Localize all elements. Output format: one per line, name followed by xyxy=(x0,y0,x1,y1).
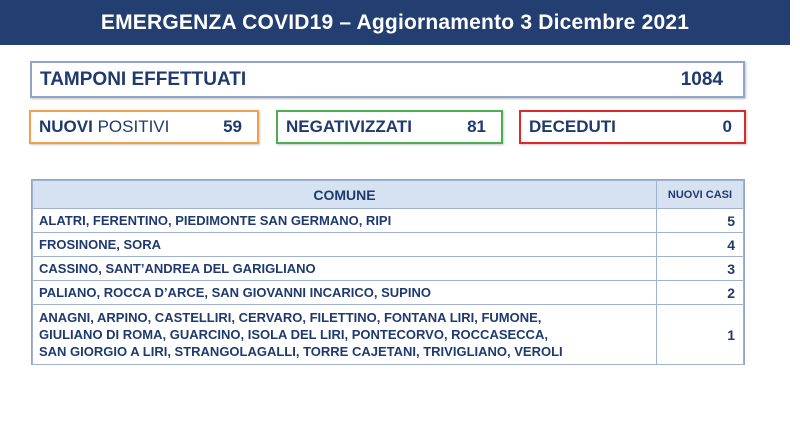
casi-cell: 2 xyxy=(657,281,744,305)
negativizzati-label: NEGATIVIZZATI xyxy=(286,117,412,136)
table-row xyxy=(33,281,744,305)
comune-cell: ALATRI, FERENTINO, PIEDIMONTE SAN GERMANO, RIPI xyxy=(33,209,657,233)
comune-cell xyxy=(33,305,657,365)
comuni-table xyxy=(31,179,745,365)
table-header-row xyxy=(33,181,744,209)
column-header-comune: COMUNE xyxy=(33,181,657,209)
comune-line: ANAGNI, ARPINO, CASTELLIRI, CERVARO, FILETTINO, FONTANA LIRI, FUMONE, xyxy=(39,310,542,325)
deceduti-box xyxy=(519,110,746,144)
table-row xyxy=(33,305,744,365)
comune-line: SAN GIORGIO A LIRI, STRANGOLAGALLI, TORRE CAJETANI, TRIVIGLIANO, VEROLI xyxy=(39,344,563,359)
nuovi-label: NUOVI xyxy=(39,117,93,136)
casi-cell: 1 xyxy=(657,305,744,365)
tamponi-label: TAMPONI EFFETTUATI xyxy=(40,68,247,90)
nuovi-positivi-label xyxy=(39,117,169,137)
nuovi-positivi-value: 59 xyxy=(223,117,242,136)
comune-cell: PALIANO, ROCCA D’ARCE, SAN GIOVANNI INCARICO, SUPINO xyxy=(33,281,657,305)
table-row xyxy=(33,233,744,257)
comune-cell: FROSINONE, SORA xyxy=(33,233,657,257)
positivi-label: POSITIVI xyxy=(92,117,170,136)
negativizzati-value: 81 xyxy=(467,117,486,136)
deceduti-label: DECEDUTI xyxy=(529,117,616,136)
comune-cell: CASSINO, SANT’ANDREA DEL GARIGLIANO xyxy=(33,257,657,281)
casi-cell: 3 xyxy=(657,257,744,281)
comune-line: GIULIANO DI ROMA, GUARCINO, ISOLA DEL LIRI, PONTECORVO, ROCCASECCA, xyxy=(39,327,548,342)
page-title: EMERGENZA COVID19 – Aggiornamento 3 Dicembre 2021 xyxy=(100,10,690,34)
table-row xyxy=(33,257,744,281)
casi-cell: 5 xyxy=(657,209,744,233)
tamponi-value: 1084 xyxy=(680,68,723,90)
deceduti-value: 0 xyxy=(722,117,732,136)
table-row xyxy=(33,209,744,233)
nuovi-positivi-box xyxy=(29,110,259,144)
casi-cell: 4 xyxy=(657,233,744,257)
header-banner xyxy=(0,0,790,45)
tamponi-box xyxy=(30,61,745,98)
column-header-nuovi-casi: NUOVI CASI xyxy=(657,181,744,209)
negativizzati-box xyxy=(276,110,503,144)
